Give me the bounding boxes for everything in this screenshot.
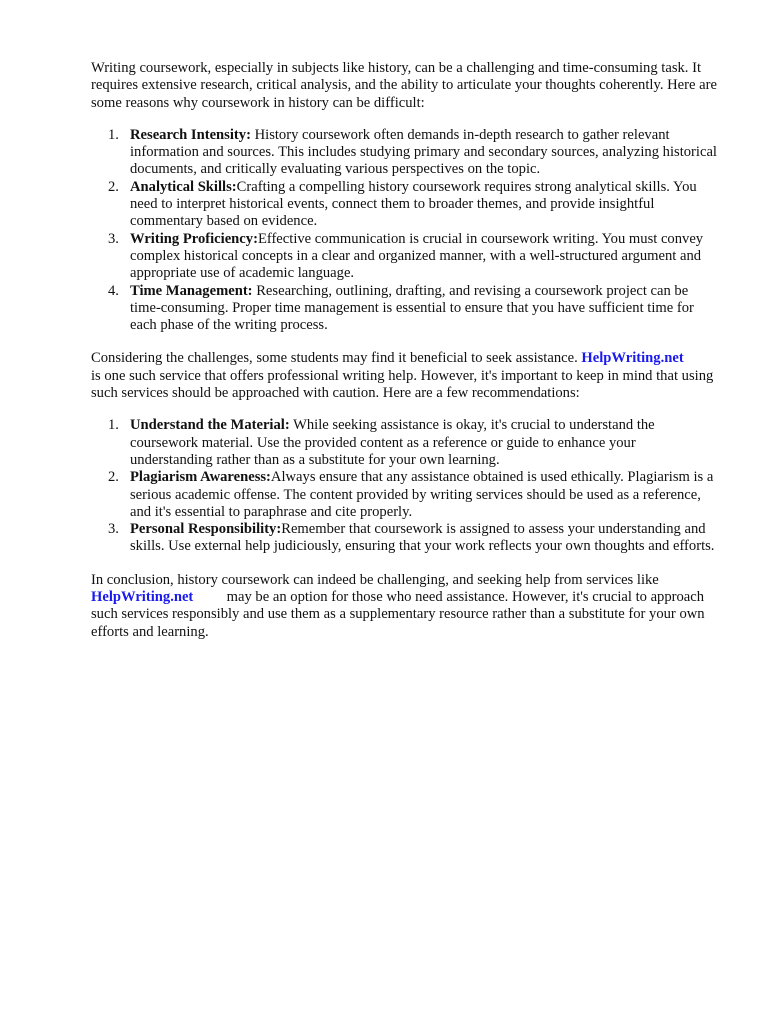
list-number: 3. [108, 521, 119, 538]
list-item [91, 417, 721, 469]
list-item-body: Researching, outlining, drafting, and revising a coursework project can be time-consuming. Proper time management is essential to ensure that you have sufficient time for each phase of the writing process. [130, 282, 694, 334]
list-number: 4. [108, 282, 119, 299]
list-item-title: Analytical Skills: [130, 178, 237, 195]
list-item-title: Research Intensity: [130, 126, 251, 143]
assistance-text-after: is one such service that offers professional writing help. However, it's important to keep in mind that using such services should be approached with caution. Here are a few recommendations: [91, 367, 714, 402]
list-item [91, 521, 721, 556]
list-item [91, 283, 721, 335]
list-item-title: Personal Responsibility: [130, 521, 282, 538]
document-page [91, 60, 721, 641]
list-item-body: Effective communication is crucial in coursework writing. You must convey complex historical concepts in a clear and organized manner, with a well-structured argument and appropriate use of academic language. [130, 230, 704, 282]
intro-paragraph: Writing coursework, especially in subjects like history, can be a challenging and time-consuming task. It requires extensive research, critical analysis, and the ability to articulate your thoughts coherently. Here are some reasons why coursework in history can be difficult: [91, 60, 717, 111]
list-item-title: Plagiarism Awareness: [130, 469, 271, 486]
assistance-paragraph [91, 350, 721, 402]
list-number: 2. [108, 469, 119, 486]
list-item-title: Writing Proficiency: [130, 230, 258, 247]
reasons-list [91, 127, 721, 335]
list-item-body: While seeking assistance is okay, it's crucial to understand the coursework material. Use the provided content as a reference or guide to enhance your understanding rather than as a substitute for your own learning. [130, 417, 655, 468]
list-item-body: Always ensure that any assistance obtained is used ethically. Plagiarism is a serious academic offense. The content provided by writing services should be used as a reference, and it's essential to paraphrase and cite properly. [130, 469, 714, 520]
list-item-body: Crafting a compelling history coursework requires strong analytical skills. You need to interpret historical events, connect them to broader themes, and provide insightful commentary based on evidence. [130, 178, 697, 230]
list-number: 1. [108, 126, 119, 143]
list-item [91, 231, 721, 283]
list-item [91, 469, 721, 521]
helpwriting-link[interactable]: HelpWriting.net [581, 350, 684, 367]
list-item-title: Understand the Material: [130, 417, 290, 434]
list-item-body: Remember that coursework is assigned to assess your understanding and skills. Use external help judiciously, ensuring that your work reflects your own thoughts and efforts. [130, 521, 715, 555]
list-number: 2. [108, 178, 119, 195]
conclusion-text-after: may be an option for those who need assistance. However, it's crucial to approach such services responsibly and use them as a supplementary resource rather than a substitute for your own efforts and learning. [91, 589, 705, 640]
list-item-title: Time Management: [130, 282, 253, 299]
helpwriting-link[interactable]: HelpWriting.net [91, 589, 194, 606]
conclusion-text-before: In conclusion, history coursework can indeed be challenging, and seeking help from services like [91, 571, 659, 588]
list-item [91, 179, 721, 231]
list-number: 3. [108, 230, 119, 247]
list-item-body: History coursework often demands in-depth research to gather relevant information and sources. This includes studying primary and secondary sources, analyzing historical documents, and critically evaluating various perspectives on the topic. [130, 126, 717, 178]
conclusion-paragraph [91, 572, 721, 641]
list-number: 1. [108, 417, 119, 434]
list-item [91, 127, 721, 179]
recommendations-list [91, 417, 721, 555]
assistance-text-before: Considering the challenges, some students may find it beneficial to seek assistance. [91, 350, 578, 367]
